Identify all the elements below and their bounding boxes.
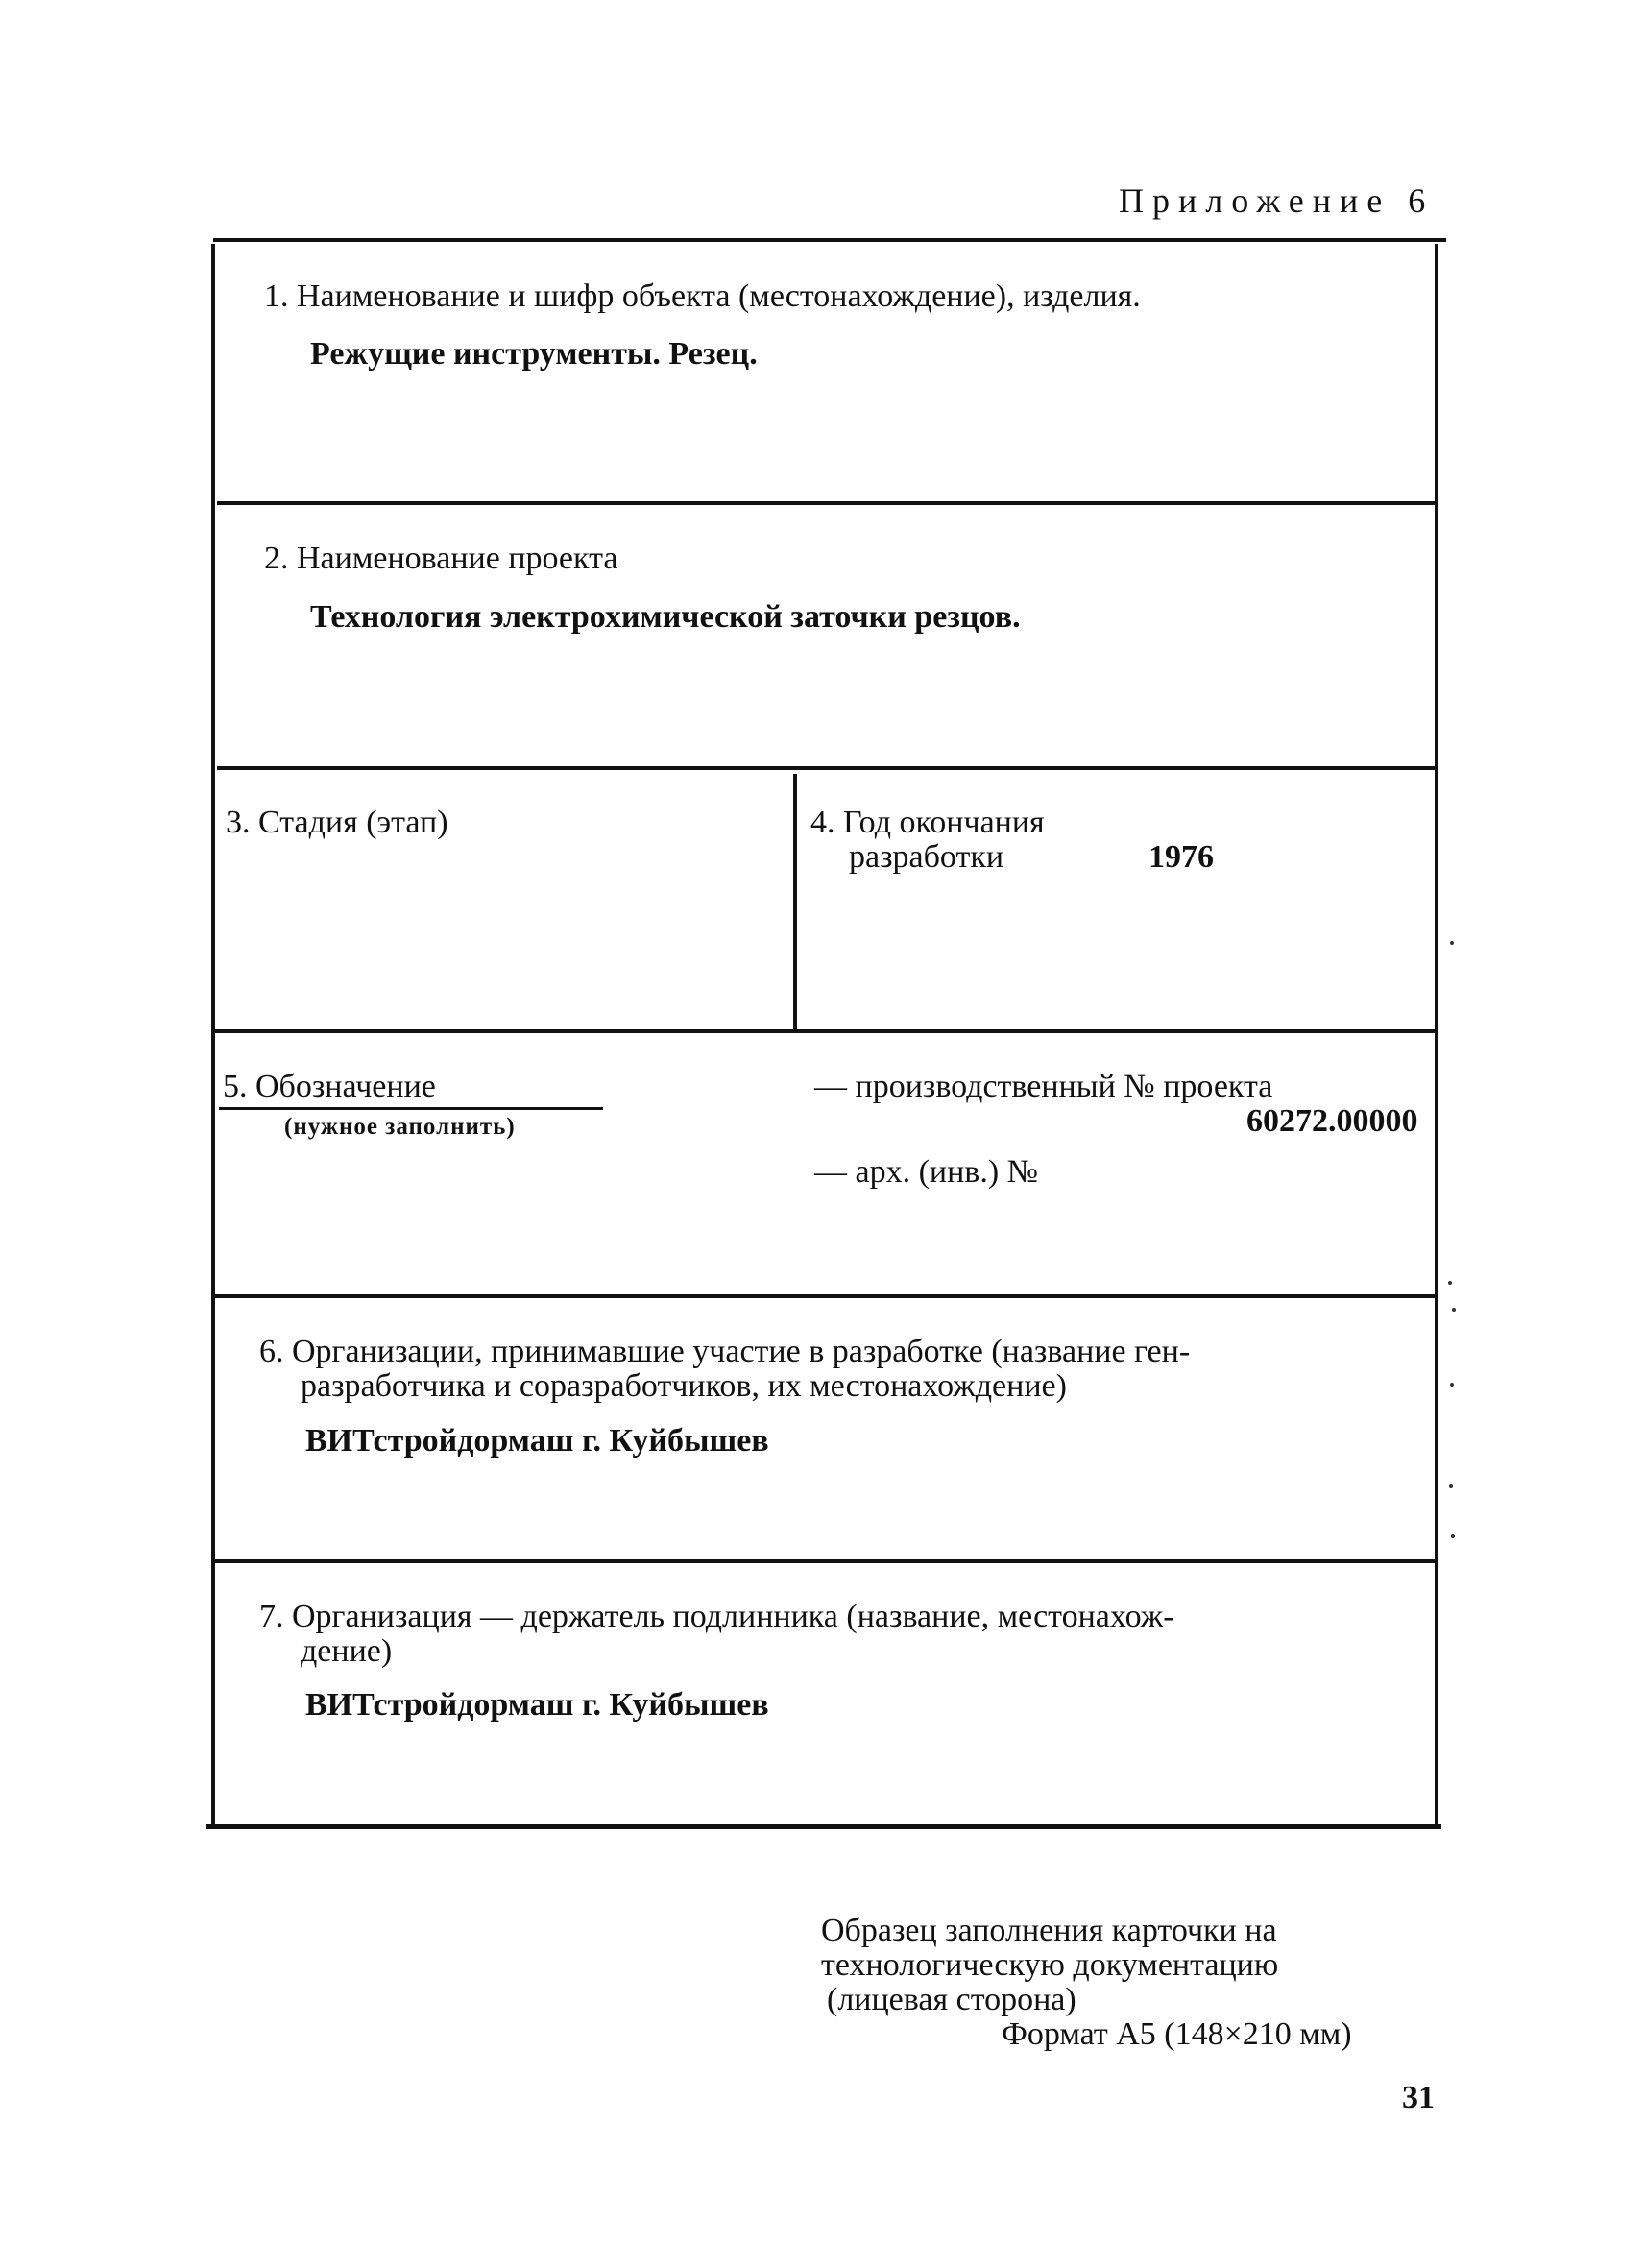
section-heading: 2. Наименование проекта xyxy=(264,541,618,576)
section-heading-continued: дение) xyxy=(301,1633,393,1669)
section-heading-continued: разработки xyxy=(849,839,1004,875)
card-top-border xyxy=(213,238,1446,242)
section-divider xyxy=(213,1029,1437,1033)
column-divider xyxy=(793,774,797,1029)
caption-line: Образец заполнения карточки на xyxy=(821,1913,1277,1948)
section-heading-continued: разработчика и соразработчиков, их местонахождение) xyxy=(301,1368,1067,1404)
section-heading: 3. Стадия (этап) xyxy=(226,805,448,840)
section-heading: 7. Организация — держатель подлинника (название, местонахож- xyxy=(259,1599,1174,1634)
production-number-value: 60272.00000 xyxy=(1246,1103,1418,1139)
scan-speck xyxy=(1451,1534,1455,1538)
fill-hint: (нужное заполнить) xyxy=(284,1114,516,1140)
archive-number-label: — арх. (инв.) № xyxy=(814,1154,1039,1190)
section-heading: 4. Год окончания xyxy=(810,805,1045,840)
scan-speck xyxy=(1452,1308,1456,1312)
section-value: Режущие инструменты. Резец. xyxy=(310,336,758,372)
caption-line: технологическую документацию xyxy=(821,1947,1279,1983)
section-divider xyxy=(217,766,1437,770)
section-divider xyxy=(213,1559,1437,1563)
scan-speck xyxy=(1448,1281,1452,1285)
section-value: Технология электрохимической заточки резцов. xyxy=(310,599,1021,635)
section-value: ВИТстройдормаш г. Куйбышев xyxy=(305,1423,769,1459)
appendix-label: Приложение 6 xyxy=(1119,181,1435,220)
scan-speck xyxy=(1450,1383,1454,1387)
caption-line: (лицевая сторона) xyxy=(827,1982,1076,2017)
page-number: 31 xyxy=(1402,2080,1435,2115)
scan-speck xyxy=(1450,941,1454,945)
section-heading: 5. Обозначение xyxy=(223,1069,436,1104)
section-heading: 6. Организации, принимавшие участие в разработке (название ген- xyxy=(259,1334,1191,1369)
section-heading: 1. Наименование и шифр объекта (местонахождение), изделия. xyxy=(264,278,1141,314)
heading-underline xyxy=(219,1107,603,1110)
format-line: Формат А5 (148×210 мм) xyxy=(1002,2016,1352,2052)
section-value: ВИТстройдормаш г. Куйбышев xyxy=(305,1687,769,1723)
completion-year-value: 1976 xyxy=(1148,839,1214,875)
scan-speck xyxy=(1449,1484,1453,1488)
card-bottom-border xyxy=(206,1824,1441,1829)
section-divider xyxy=(217,501,1437,505)
card-right-border xyxy=(1435,244,1438,1824)
section-divider xyxy=(213,1294,1437,1298)
production-number-label: — производственный № проекта xyxy=(814,1069,1273,1104)
card-left-border xyxy=(211,244,215,1824)
